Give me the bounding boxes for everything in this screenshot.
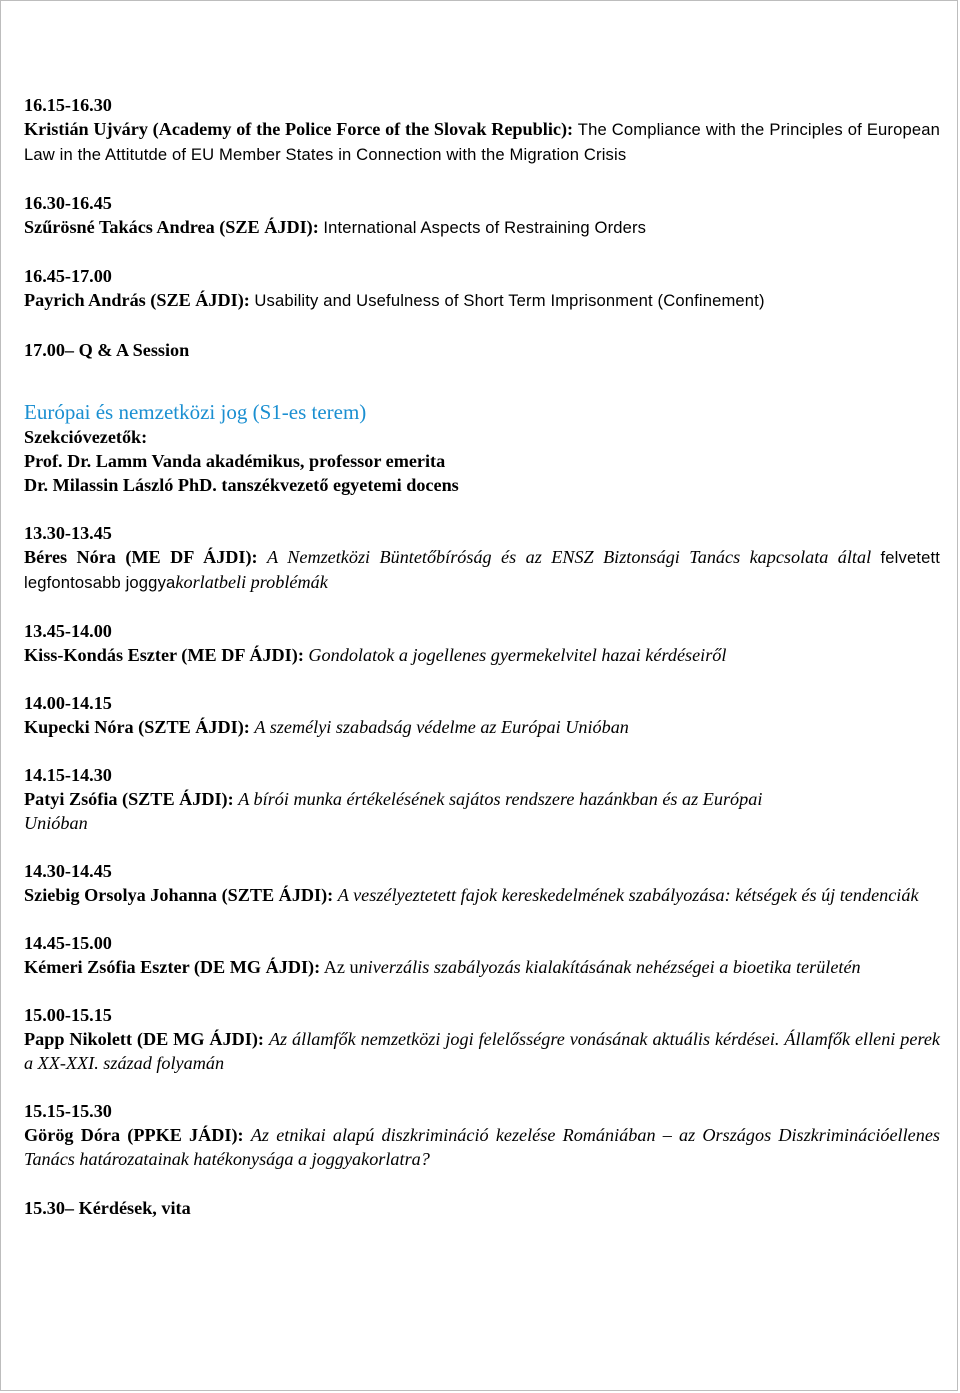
entry-body bbox=[24, 787, 814, 835]
entry-speaker: Patyi Zsófia (SZTE ÁJDI): bbox=[24, 789, 234, 809]
entry-title-end: korlatbeli problémák bbox=[175, 572, 328, 592]
entry-body bbox=[24, 643, 940, 667]
entry-speaker: Papp Nikolett (DE MG ÁJDI): bbox=[24, 1029, 264, 1049]
program-entry bbox=[24, 619, 940, 667]
section-title: Európai és nemzetközi jog (S1-es terem) bbox=[24, 400, 367, 424]
program-entry bbox=[24, 931, 940, 979]
entry-speaker: Kristián Ujváry (Academy of the Police Force of the Slovak Republic): bbox=[24, 119, 574, 139]
entry-body bbox=[24, 715, 940, 739]
entry-time: 16.45-17.00 bbox=[24, 266, 112, 286]
entry-body bbox=[24, 288, 940, 313]
entry-speaker: Payrich András (SZE ÁJDI): bbox=[24, 290, 250, 310]
program-entry bbox=[24, 691, 940, 739]
entry-body bbox=[24, 1123, 940, 1171]
entry-title: The Compliance with the Principles of European Law in the Attitutde of EU Member States in Connection with the Migration Crisis bbox=[24, 120, 940, 164]
entry-title: A bírói munka értékelésének sajátos rendszere hazánkban és az Európai Unióban bbox=[24, 789, 763, 833]
entry-body bbox=[24, 545, 940, 595]
entry-title: A Nemzetközi Büntetőbíróság és az ENSZ Biztonsági Tanács kapcsolata által bbox=[267, 547, 872, 567]
entry-body bbox=[24, 1027, 940, 1075]
entry-time: 14.15-14.30 bbox=[24, 765, 112, 785]
entry-time: 14.00-14.15 bbox=[24, 693, 112, 713]
program-entry bbox=[24, 191, 940, 240]
entry-body bbox=[24, 117, 940, 167]
entry-title-continued: felvetett legfontosabb joggya bbox=[24, 548, 941, 592]
section-chair: Prof. Dr. Lamm Vanda akadémikus, professor emerita bbox=[24, 451, 446, 471]
program-entry bbox=[24, 1099, 940, 1171]
entry-title: Usability and Usefulness of Short Term Imprisonment (Confinement) bbox=[254, 291, 765, 310]
entry-speaker: Kémeri Zsófia Eszter (DE MG ÁJDI): bbox=[24, 957, 321, 977]
entry-title: niverzális szabályozás kialakításának nehézségei a bioetika területén bbox=[358, 957, 861, 977]
entry-speaker: Sziebig Orsolya Johanna (SZTE ÁJDI): bbox=[24, 885, 334, 905]
entry-body bbox=[24, 955, 940, 979]
program-entry bbox=[24, 93, 940, 167]
entry-title: Az államfők nemzetközi jogi felelősségre vonásának aktuális kérdései. Államfők elleni perek a XX-XXI. század folyamán bbox=[24, 1029, 940, 1073]
entry-title: Az etnikai alapú diszkrimináció kezelése Romániában – az Országos Diszkriminációellenes Tanács határozatainak hatékonysága a joggyakorlatra? bbox=[24, 1125, 940, 1169]
entry-speaker: Görög Dóra (PPKE JÁDI): bbox=[24, 1125, 244, 1145]
entry-body bbox=[24, 215, 940, 240]
section-chairs-label: Szekcióvezetők: bbox=[24, 427, 148, 447]
entry-time: 13.45-14.00 bbox=[24, 621, 112, 641]
program-entry bbox=[24, 521, 940, 595]
entry-title: A veszélyeztetett fajok kereskedelmének szabályozása: kétségek és új tendenciák bbox=[337, 885, 919, 905]
entry-time: 15.00-15.15 bbox=[24, 1005, 112, 1025]
qa-session: 17.00– Q & A Session bbox=[24, 340, 190, 360]
entry-time: 14.30-14.45 bbox=[24, 861, 112, 881]
program-entry bbox=[24, 859, 940, 907]
entry-title: A személyi szabadság védelme az Európai Unióban bbox=[254, 717, 629, 737]
entry-speaker: Kupecki Nóra (SZTE ÁJDI): bbox=[24, 717, 250, 737]
entry-title: International Aspects of Restraining Orders bbox=[323, 218, 647, 237]
program-entry bbox=[24, 1003, 940, 1075]
program-entry bbox=[24, 763, 814, 835]
entry-time: 16.30-16.45 bbox=[24, 193, 112, 213]
entry-body bbox=[24, 883, 940, 907]
program-content bbox=[24, 93, 940, 1220]
section-chair: Dr. Milassin László PhD. tanszékvezető egyetemi docens bbox=[24, 475, 459, 495]
entry-speaker: Kiss-Kondás Eszter (ME DF ÁJDI): bbox=[24, 645, 304, 665]
entry-speaker: Béres Nóra (ME DF ÁJDI): bbox=[24, 547, 258, 567]
entry-time: 14.45-15.00 bbox=[24, 933, 112, 953]
entry-time: 16.15-16.30 bbox=[24, 95, 112, 115]
entry-title: Gondolatok a jogellenes gyermekelvitel hazai kérdéseiről bbox=[308, 645, 727, 665]
closing-discussion: 15.30– Kérdések, vita bbox=[24, 1198, 191, 1218]
entry-time: 13.30-13.45 bbox=[24, 523, 112, 543]
entry-title-start: Az u bbox=[323, 957, 359, 977]
program-entry bbox=[24, 264, 940, 313]
entry-speaker: Szűrösné Takács Andrea (SZE ÁJDI): bbox=[24, 217, 319, 237]
entry-time: 15.15-15.30 bbox=[24, 1101, 112, 1121]
